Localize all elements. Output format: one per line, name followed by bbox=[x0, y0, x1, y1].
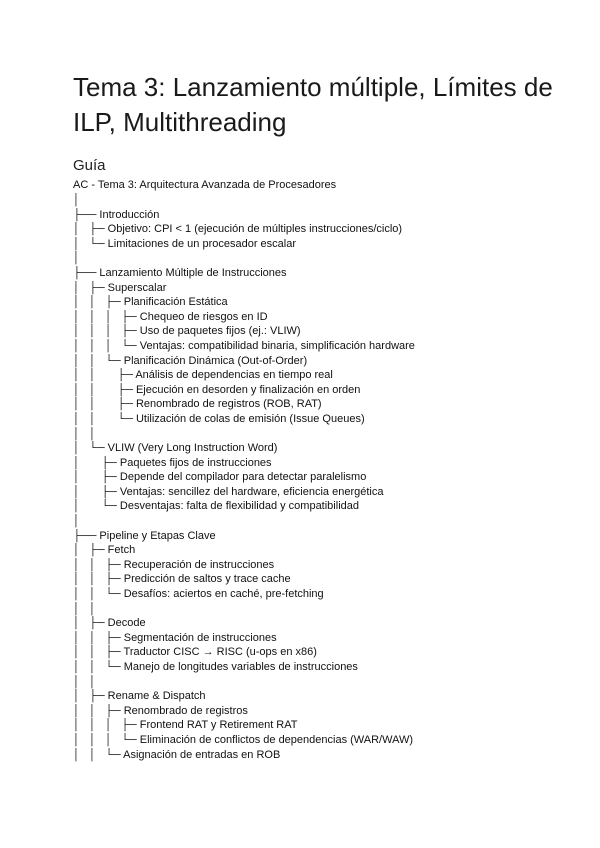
tree-line: │ │ │ ├─ Chequeo de riesgos en ID bbox=[73, 310, 268, 323]
tree-line: │ ├─ Depende del compilador para detectar paralelismo bbox=[73, 471, 367, 484]
tree-line: │ │ bbox=[73, 427, 96, 440]
tree-line: │ └─ VLIW (Very Long Instruction Word) bbox=[73, 442, 278, 455]
tree-line: │ │ ├─ Renombrado de registros bbox=[73, 704, 248, 717]
tree-line: │ └─ Limitaciones de un procesador escalar bbox=[73, 237, 297, 250]
tree-root: AC - Tema 3: Arquitectura Avanzada de Procesadores bbox=[73, 179, 337, 191]
tree-line: │ │ └─ Asignación de entradas en ROB bbox=[73, 748, 281, 761]
tree-line: │ │ ├─ Recuperación de instrucciones bbox=[73, 558, 275, 571]
tree-line: │ │ ├─ Planificación Estática bbox=[73, 296, 228, 309]
tree-line: │ bbox=[73, 515, 80, 528]
page-title: Tema 3: Lanzamiento múltiple, Límites de ILP, Multithreading bbox=[73, 72, 553, 137]
tree-line: │ bbox=[73, 194, 80, 206]
tree-line: │ │ └─ Desafíos: aciertos en caché, pre-fetching bbox=[73, 588, 324, 601]
tree-line: │ │ ├─ Análisis de dependencias en tiempo real bbox=[73, 369, 333, 382]
tree-line: │ └─ Desventajas: falta de flexibilidad y compatibilidad bbox=[73, 500, 359, 513]
tree-line: ├── Introducción bbox=[73, 208, 160, 221]
tree-line: │ ├─ Fetch bbox=[73, 544, 136, 557]
tree-line: │ │ ├─ Segmentación de instrucciones bbox=[73, 631, 277, 644]
tree-line: │ │ │ └─ Eliminación de conflictos de dependencias (WAR/WAW) bbox=[73, 733, 414, 746]
tree-line: │ ├─ Superscalar bbox=[73, 281, 167, 294]
tree-line: │ │ ├─ Renombrado de registros (ROB, RAT) bbox=[73, 398, 322, 411]
tree-line: │ │ ├─ Traductor CISC → RISC (u-ops en x86) bbox=[73, 646, 317, 659]
tree-line: │ │ bbox=[73, 602, 96, 615]
tree-line: │ │ ├─ Ejecución en desorden y finalización en orden bbox=[73, 383, 361, 396]
tree-line: │ │ ├─ Predicción de saltos y trace cache bbox=[73, 573, 291, 586]
tree-line: │ ├─ Decode bbox=[73, 617, 146, 630]
tree-line: │ │ │ ├─ Frontend RAT y Retirement RAT bbox=[73, 719, 298, 732]
tree-line: │ ├─ Paquetes fijos de instrucciones bbox=[73, 456, 272, 469]
tree-line: │ │ │ ├─ Uso de paquetes fijos (ej.: VLIW) bbox=[73, 325, 301, 338]
tree-line: ├── Pipeline y Etapas Clave bbox=[73, 529, 216, 542]
tree-line: │ │ └─ Utilización de colas de emisión (Issue Queues) bbox=[73, 412, 365, 425]
tree-line: │ │ └─ Manejo de longitudes variables de instrucciones bbox=[73, 661, 358, 673]
tree-line: │ │ bbox=[73, 675, 96, 688]
tree-line: │ │ │ └─ Ventajas: compatibilidad binaria, simplificación hardware bbox=[73, 339, 415, 352]
tree-line: │ ├─ Ventajas: sencillez del hardware, eficiencia energética bbox=[73, 485, 384, 498]
tree-line: │ │ └─ Planificación Dinámica (Out-of-Order) bbox=[73, 354, 308, 367]
outline-tree bbox=[73, 193, 415, 762]
tree-line: │ bbox=[73, 252, 80, 265]
tree-line: ├── Lanzamiento Múltiple de Instrucciones bbox=[73, 266, 287, 279]
tree-line: │ ├─ Objetivo: CPI < 1 (ejecución de múltiples instrucciones/ciclo) bbox=[73, 223, 403, 236]
section-heading: Guía bbox=[73, 157, 106, 174]
tree-line: │ ├─ Rename & Dispatch bbox=[73, 690, 206, 703]
